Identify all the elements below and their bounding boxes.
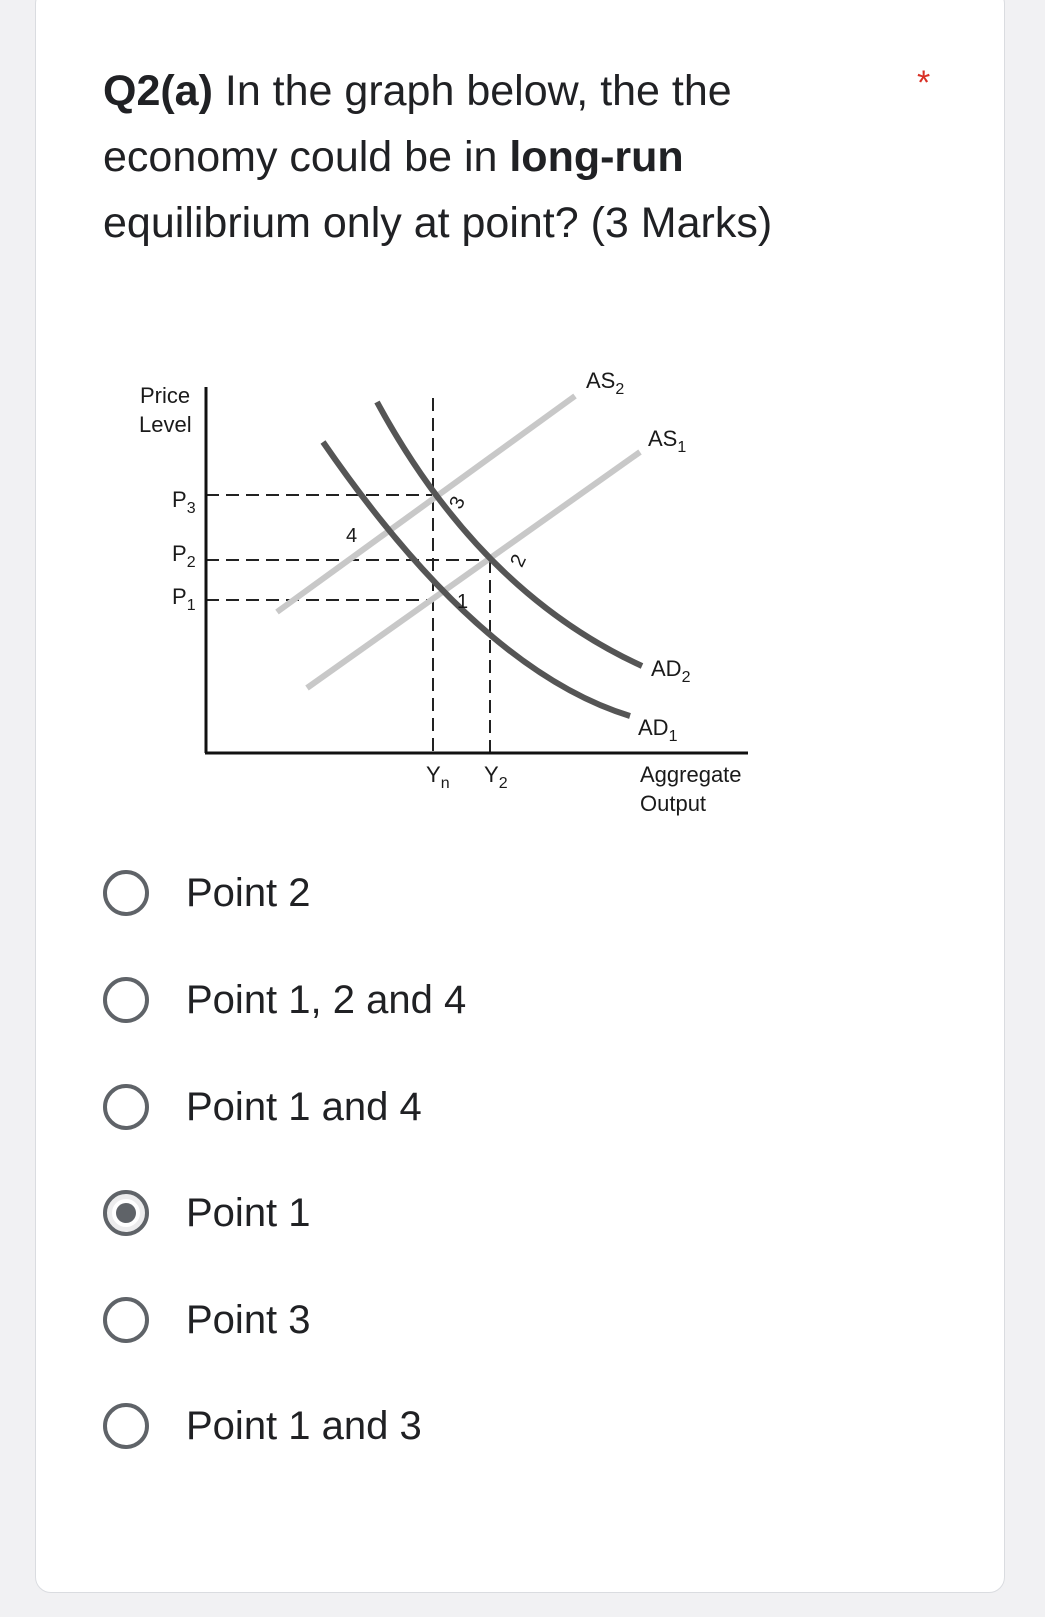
question-emphasis: long-run (509, 133, 684, 181)
guide-lines (206, 398, 490, 752)
point-1-label: 1 (457, 591, 469, 613)
question-number: Q2(a) (103, 67, 213, 115)
required-asterisk: * (917, 64, 931, 102)
point-4-label: 4 (346, 525, 358, 547)
yn-label: $Y_n$ (426, 762, 450, 792)
ad2-label: $AD_2$ (651, 656, 691, 686)
option-label: Point 1, 2 and 4 (186, 978, 467, 1022)
p1-label: $P_1$ (172, 584, 196, 614)
p3-label: $P_3$ (172, 487, 196, 517)
radio-selected-dot (116, 1203, 136, 1223)
radio-button-unchecked[interactable] (103, 1297, 149, 1343)
option-point-1-2-and-4[interactable] (100, 974, 700, 1034)
option-point-3[interactable] (100, 1294, 700, 1354)
as1-label: $AS_1$ (648, 426, 687, 456)
radio-button-unchecked[interactable] (103, 1084, 149, 1130)
point-2-label: 2 (506, 551, 532, 571)
x-axis-label-1: Aggregate (640, 762, 742, 787)
option-label: Point 2 (186, 871, 311, 915)
option-point-2[interactable] (100, 867, 700, 927)
ad1-label: $AD_1$ (638, 715, 678, 745)
option-label: Point 1 (186, 1191, 311, 1235)
as2-curve (277, 396, 575, 612)
y2-label: $Y_2$ (484, 762, 508, 792)
x-axis-label-2: Output (640, 791, 707, 816)
option-point-1-and-4[interactable] (100, 1081, 700, 1141)
ad1-curve (323, 442, 630, 716)
y-axis-label-2: Level (139, 412, 192, 437)
option-label: Point 1 and 3 (186, 1404, 422, 1448)
radio-button-unchecked[interactable] (103, 870, 149, 916)
as2-label: $AS_2$ (586, 370, 625, 398)
radio-button-checked[interactable] (103, 1190, 149, 1236)
question-text-part-1: In the graph below, the the economy could be in (103, 67, 732, 181)
question-text-part-2: equilibrium only at point? (3 Marks) (103, 199, 773, 247)
option-label: Point 1 and 4 (186, 1085, 422, 1129)
point-3-label: 3 (445, 493, 471, 513)
radio-button-unchecked[interactable] (103, 977, 149, 1023)
y-axis-label-1: Price (140, 383, 191, 408)
option-label: Point 3 (186, 1298, 311, 1342)
as-ad-graph (120, 370, 800, 850)
p2-label: $P_2$ (172, 541, 196, 571)
option-point-1-and-3[interactable] (100, 1400, 700, 1460)
radio-button-unchecked[interactable] (103, 1403, 149, 1449)
question-text (103, 58, 883, 256)
option-point-1[interactable] (100, 1187, 700, 1247)
